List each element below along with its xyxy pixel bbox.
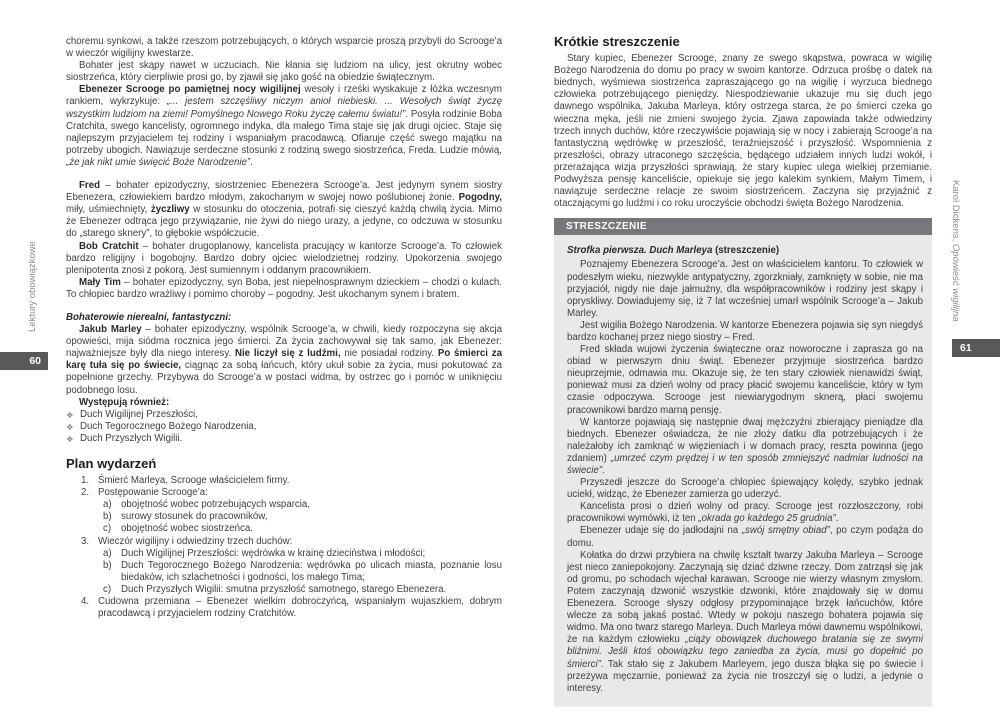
text-segment: (streszczenie) — [712, 245, 780, 257]
text-segment: Duch Wigilijnej Przeszłości: wędrówka w krainę dzieciństwa i młodości; — [121, 547, 426, 559]
text-segment: ciągnąc za sobą łańcuch, który ukuł sobie za życia, musi pokutować za popełnione grzechy. Przybywa do Scrooge’a w postaci widma, by ostrzec go i pomóc w uniknięciu podobnego losu. — [66, 360, 502, 396]
list-item-text — [98, 487, 502, 499]
text-segment: życzliwy — [150, 204, 190, 216]
page-number: 61 — [960, 342, 972, 354]
text-segment: Pogodny, — [458, 192, 502, 204]
text-segment: Duch Tegorocznego Bożego Narodzenia: wędrówka po ulicach miasta, poznanie losu biedaków, ich szlachetności i godności, los małego Tima; — [121, 559, 502, 583]
section-heading — [66, 458, 502, 470]
paragraph — [567, 525, 923, 549]
paragraph — [66, 277, 502, 301]
paragraph — [66, 241, 502, 277]
book-author-label: Karol Dickens, — [950, 180, 961, 244]
text-segment: „swój smętny obiad” — [741, 525, 830, 537]
text-segment: Poznajemy Ebenezera Scrooge’a. Jest on właścicielem kantoru. To człowiek w podeszłym wieku, niezwykle antypatyczny, zgorzkniały, zamknięty w sobie, nie ma przyjaciół, nigdy nie daje jałmużny, dla współpracowników i rodziny jest skąpy i opryskliwy. Dowiadujemy się, iż 7 lat wcześniej umarł wspólnik Scrooge’a – Jakub Marley. — [567, 259, 923, 319]
right-column-content — [554, 36, 932, 210]
list-item — [66, 487, 502, 499]
list-item — [66, 584, 502, 596]
text-segment: W kantorze pojawiają się następnie dwaj mężczyźni zbierający pieniądze dla biednych. Ebenezer oświadcza, że nie złoży datku dla potrzebujących i że należałoby ich zamknąć w więzieniach i w domach pracy, reszta powinna (jego zdaniem) — [567, 416, 923, 464]
bullet-text — [80, 433, 502, 445]
text-segment: Stary kupiec, Ebenezer Scrooge, znany ze swego skąpstwa, powraca w wigilię Bożego Narodzenia do domu po pracy w swoim kantorze. Odrzuca prośbę o datek na biednych, wyśmiewa siostrzeńca zapraszającego go na wigilię i wyrzuca biednego człowieka potrzebującego pieniędzy. Niespodziewanie ukazuje mu się duch jego dawnego wspólnika, Jakuba Marleya, który ostrzega starca, że po śmierci czeka go wieczna męka, jeśli nie zmieni swojego życia. Zjawa zapowiada także odwiedziny trzech innych duchów, które rzeczywiście pojawiają się w nocy i zabierają Scrooge’a na fantastyczną wędrówkę w przeszłość, teraźniejszość i przyszłość. Wspomnienia z przeszłości, obrazy utraconego szczęścia, będącego udziałem innych ludzi wokół, i przerażająca wizja przyszłości sprawiają, że stary kupiec ulega wielkiej przemianie. Podwyższa pensję kanceliście, opiekuje się jego kalekim synkiem, Małym Timem, i nawiązuje serdeczne relacje ze swoim siostrzeńcem. Zaczyna się przyjaźnić z otaczającymi go ludźmi i co roku uroczyście obchodzi święta Bożego Narodzenia. — [554, 53, 932, 210]
text-segment: „... jestem szczęśliwy niczym anioł niebieski. ... Wesołych świąt życzę wszystkim ludziom na ziemi! Pomyślnego Nowego Roku życzę całemu światu!” — [66, 96, 502, 120]
right-page-column — [554, 36, 932, 707]
list-marker: 2. — [81, 487, 90, 499]
text-segment: Mały Tim — [79, 276, 121, 288]
diamond-bullet-icon: ❖ — [66, 409, 74, 420]
list-item — [66, 560, 502, 584]
text-segment: Duch Przyszłych Wigilii. — [80, 432, 183, 444]
list-item-text — [121, 548, 502, 560]
diamond-bullet-icon: ❖ — [66, 433, 74, 444]
text-segment: „umrzeć czym prędzej i w ten sposób zmniejszyć nadmiar ludności na świecie” — [567, 452, 923, 476]
text-segment: Ebenezer Scrooge po pamiętnej nocy wigilijnej — [79, 84, 301, 96]
right-margin-book-label — [950, 180, 961, 322]
text-segment: surowy stosunek do pracowników, — [121, 511, 268, 523]
left-page-column — [66, 36, 502, 620]
text-segment: , po czym podąża do domu. — [567, 525, 923, 549]
list-marker: 4. — [81, 596, 90, 608]
list-marker: a) — [103, 499, 112, 511]
text-segment: Śmierć Marleya, Scrooge właścicielem firmy. — [98, 475, 290, 487]
text-segment: Kołatka do drzwi przybiera na chwilę kształt twarzy Jakuba Marleya – Scrooge jest nieco zaniepokojony. Zaczynają się dziać dziwne rzeczy. Dom zatrząsł się jak od gromu, po schodach wjechał karawan. Scrooge nie wierzy własnym zmysłom. Potem zaczynają dzwonić wszystkie dzwonki, które znajdowały się w domu Ebenezera. Scrooge słyszy odgłosy przypominające brzęk łańcuchów, które wlecze za sobą jakaś postać. Wtedy w pokoju naszego bohatera pojawia się widmo. Ma ono twarz starego Marleya. Duch Marleya mówi dawnemu wspólnikowi, że na każdym człowieku — [567, 549, 923, 646]
text-segment: – bohater epizodyczny, syn Boba, jest niepełnosprawnym dzieckiem – chodzi o kulach. To chłopiec bardzo wrażliwy i pomimo choroby – pogodny. Jest ukochanym synem i bratem. — [66, 276, 502, 300]
text-segment: . — [250, 156, 253, 168]
text-segment: Po śmierci za karę tuła się po świecie, — [66, 348, 502, 372]
text-segment: Wieczór wigilijny i odwiedziny trzech duchów: — [98, 535, 293, 547]
list-marker: b) — [103, 559, 112, 571]
bullet-text — [80, 421, 502, 433]
text-segment: – bohater epizodyczny, siostrzeniec Ebenezera Scrooge’a. Jest jedynym synem siostry Ebenezera, człowiekiem bardzo młodym, zakochanym w swojej nowo poślubionej żonie. — [66, 180, 502, 204]
paragraph — [567, 344, 923, 417]
list-item — [66, 499, 502, 511]
streszczenie-header-label: STRESZCZENIE — [566, 221, 647, 233]
text-segment: Cudowna przemiana – Ebenezer wielkim dobroczyńcą, wspaniałym wujaszkiem, dobrym pracodawcą i przyjacielem rodziny Cratchitów. — [98, 596, 502, 620]
paragraph — [554, 53, 932, 210]
paragraph — [567, 477, 923, 501]
book-title-label: Opowieść wigilijna — [950, 243, 961, 322]
text-segment: obojętność wobec siostrzeńca. — [121, 523, 253, 535]
list-marker: a) — [103, 547, 112, 559]
list-marker: 3. — [81, 535, 90, 547]
list-item-text — [121, 523, 502, 535]
diamond-bullet-icon: ❖ — [66, 421, 74, 432]
paragraph — [567, 417, 923, 477]
text-segment: miły, uśmiechnięty, — [66, 204, 151, 216]
text-segment: wesoły i rześki wyskakuje z łóżka wczesnym rankiem, wykrzykuje: — [66, 84, 502, 108]
text-segment: „ciąży obowiązek duchowego bratania się ze swymi bliźnimi. Jeśli ktoś obowiązku tego zaniedba za życia, musi go dopełnić po śmierci” — [567, 634, 923, 670]
text-segment: – bohater epizodyczny, wspólnik Scrooge’a, w chwili, kiedy rozpoczyna się akcja opowieści, mija siódma rocznica jego śmierci. Za życia zachowywał się tak samo, jak Ebenezer: najważniejsze były dla niego interesy. — [66, 324, 502, 360]
subsection-heading — [66, 312, 502, 324]
bullet-item — [66, 421, 502, 433]
list-item-text — [98, 536, 502, 548]
text-segment: – bohater drugoplanowy, kancelista pracujący w kantorze Scrooge’a. To człowiek bardzo religijny i bogobojny. Bardzo dobry ojciec wielodzietnej rodziny. Upokorzenia swojego plenipotenta znosi z pokorą. Jest sumiennym i oddanym pracownikiem. — [66, 240, 502, 276]
paragraph — [567, 320, 923, 344]
text-segment: Bohater jest skąpy nawet w uczuciach. Nie kłania się ludziom na ulicy, jest okrutny wobec siostrzeńca, który cierpliwie prosi go, by zjawił się jako gość na obiedzie świątecznym. — [66, 60, 502, 84]
bullet-text — [80, 409, 502, 421]
list-marker: b) — [103, 511, 112, 523]
text-segment: Jakub Marley — [79, 324, 142, 336]
text-segment: Postępowanie Scrooge’a: — [98, 487, 208, 499]
left-column-content — [66, 36, 502, 620]
list-marker: 1. — [81, 475, 90, 487]
text-segment: Duch Tegorocznego Bożego Narodzenia, — [80, 420, 257, 432]
list-item-text — [98, 475, 502, 487]
text-segment: „okrada go każdego 25 grudnia” — [698, 513, 836, 525]
list-item-text — [121, 560, 502, 584]
text-segment: Występują również: — [79, 396, 170, 408]
text-segment: w stosunku do otoczenia, potrafi się cieszyć każdą chwilą życia. Mimo że Ebenezer odtrąca jego przywiązanie, nie żywi do niego urazy, a jedyne, co odczuwa w stosunku do „starego sknery”, to głębokie współczucie. — [66, 204, 502, 240]
text-segment: Plan wydarzeń — [66, 456, 157, 471]
paragraph — [66, 397, 502, 409]
paragraph — [66, 60, 502, 84]
text-segment: choremu synkowi, a także rzeszom potrzebujących, o których wsparcie proszą przybyli do Scrooge’a w wieczór wigilijny kwestarze. — [66, 36, 502, 60]
text-segment: Nie liczył się z ludźmi, — [234, 348, 341, 360]
list-item — [66, 596, 502, 620]
bullet-item — [66, 409, 502, 421]
left-margin-section-label — [27, 241, 38, 332]
list-item-text — [121, 511, 502, 523]
list-item — [66, 511, 502, 523]
bullet-item — [66, 433, 502, 445]
list-marker: c) — [103, 583, 112, 595]
text-segment: Fred — [79, 180, 100, 192]
text-segment: Strofka pierwsza. Duch Marleya — [567, 245, 713, 257]
text-segment: Duch Przyszłych Wigilii: smutna przyszłość samotnego, starego Ebenezera. — [121, 583, 447, 595]
paragraph — [567, 259, 923, 319]
list-item — [66, 548, 502, 560]
summary-part-heading — [567, 245, 923, 257]
text-segment: Przyszedł jeszcze do Scrooge’a chłopiec śpiewający kolędy, szybko jednak uciekł, widząc, że Ebenezer zamierza go uderzyć. — [567, 477, 923, 501]
paragraph — [66, 36, 502, 60]
text-segment: . Posyła rodzinie Boba Cratchita, swego kancelisty, ogromnego indyka, dla małego Tima staje się jak drugi ojciec. Staje się najlepszym przyjacielem tej rodziny i wspaniałym pracodawcą. Ofiaruje część swego majątku na potrzeby ubogich. Nawiązuje serdeczne stosunki z rodziną swego siostrzeńca, Freda. Ludzie mówią, — [66, 108, 502, 156]
text-segment: nie posiadał rodziny. — [340, 348, 438, 360]
page-number-tab-left — [0, 352, 48, 370]
text-segment: . Tak stało się z Jakubem Marleyem, jego dusza błąka się po świecie i przeżywa męczarnie, ponieważ za życia nie troszczył się o ludzi, a jedynie o interesy. — [567, 658, 923, 694]
text-segment: Fred składa wujowi życzenia świąteczne oraz noworoczne i zaprasza go na obiad w pierwszym dniu świąt. Ebenezer przyjmuje siostrzeńca bardzo nieuprzejmie, odmawia mu. Okazuje się, że ten stary człowiek nienawidzi świąt, ponieważ musi za dzień wolny od pracy płacić swojemu kanceliście, który w tym czasie odpoczywa. Scrooge jest niewiarygodnym sknerą, płaci swojemu pracownikowi bardzo marną pensję. — [567, 344, 923, 416]
text-segment: Duch Wigilijnej Przeszłości, — [80, 408, 198, 420]
list-item-text — [98, 596, 502, 620]
text-segment: Jest wigilia Bożego Narodzenia. W kantorze Ebenezera pojawia się syn niegdyś bardzo kochanej przez niego siostry – Fred. — [567, 319, 924, 343]
summary-box-content — [567, 245, 923, 694]
streszczenie-header-bar — [554, 218, 932, 235]
list-item-text — [121, 584, 502, 596]
summary-box — [554, 235, 932, 706]
text-segment: Bohaterowie nierealni, fantastyczni: — [66, 311, 232, 323]
text-segment: Bob Cratchit — [79, 240, 139, 252]
list-item — [66, 523, 502, 535]
section-label-text: Lektury obowiązkowe — [27, 241, 38, 332]
section-heading — [554, 36, 932, 48]
text-segment: Ebenezer udaje się do jadłodajni na — [580, 525, 742, 537]
text-segment: . — [835, 513, 839, 525]
page-number: 60 — [29, 355, 41, 367]
paragraph — [66, 84, 502, 169]
page-number-tab-right — [952, 339, 1000, 357]
text-segment: „że jak nikt umie święcić Boże Narodzenie” — [66, 156, 251, 168]
paragraph — [567, 550, 923, 695]
list-item-text — [121, 499, 502, 511]
text-segment: . — [602, 465, 605, 476]
paragraph — [66, 324, 502, 397]
text-segment: Kancelista prosi o dzień wolny od pracy. Scrooge jest rozzłoszczony, robi pracownikowi wymówki, iż ten — [567, 501, 923, 525]
text-segment: obojętność wobec potrzebujących wsparcia, — [121, 499, 311, 511]
list-item — [66, 536, 502, 548]
paragraph — [66, 180, 502, 240]
paragraph — [567, 501, 923, 525]
text-segment: Krótkie streszczenie — [554, 34, 680, 49]
list-item — [66, 475, 502, 487]
list-marker: c) — [103, 523, 112, 535]
